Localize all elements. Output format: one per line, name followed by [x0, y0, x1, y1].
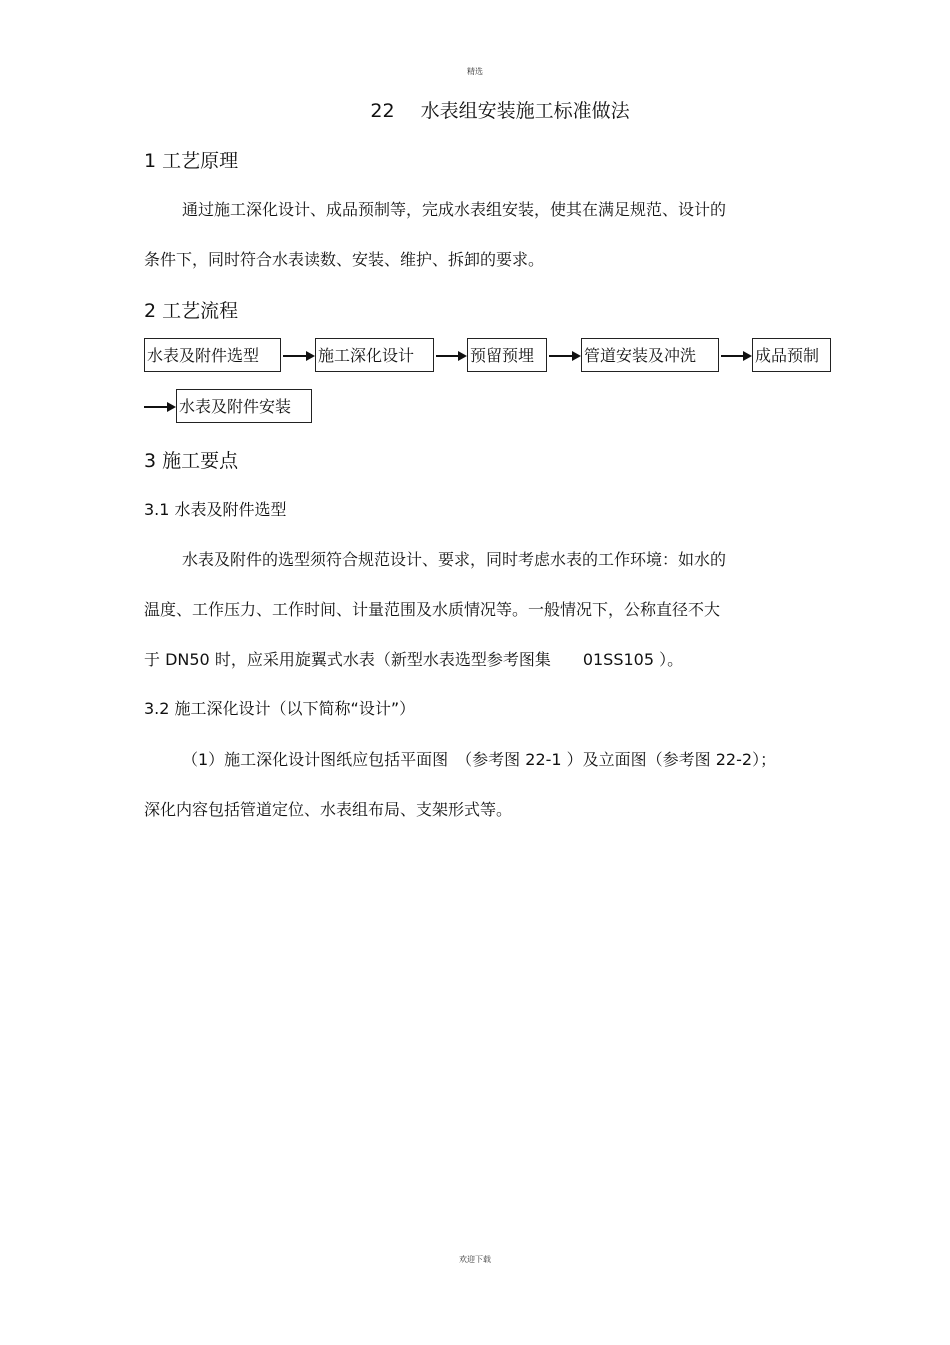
flow-arrow-3: [549, 355, 579, 357]
section-1-para-line-2: 条件下，同时符合水表读数、安装、维护、拆卸的要求。: [144, 250, 545, 269]
title-text: 水表组安装施工标准做法: [420, 100, 630, 122]
flow-step-1: 水表及附件选型: [144, 338, 281, 372]
flow-step-5: 成品预制: [752, 338, 831, 372]
flow-step-3: 预留预埋: [467, 338, 547, 372]
section-3-2-heading: 3.2 施工深化设计（以下简称“设计”）: [144, 699, 416, 718]
section-3-1-heading: 3.1 水表及附件选型: [144, 500, 287, 519]
section-2-heading: 2 工艺流程: [144, 300, 239, 322]
section-3-2-line-2: 深化内容包括管道定位、水表组布局、支架形式等。: [144, 800, 513, 819]
section-3-1-line-2: 温度、工作压力、工作时间、计量范围及水质情况等。一般情况下，公称直径不大: [144, 600, 721, 619]
header-watermark: 精选: [467, 67, 483, 76]
title-number: 22: [370, 100, 395, 122]
section-1-heading: 1 工艺原理: [144, 150, 239, 172]
flow-arrow-4: [721, 355, 750, 357]
footer-watermark: 欢迎下载: [459, 1255, 491, 1264]
document-title: [0, 96, 950, 123]
flow-arrow-1: [283, 355, 313, 357]
section-1-para-line-1: 通过施工深化设计、成品预制等，完成水表组安装，使其在满足规范、设计的: [182, 200, 727, 219]
flow-step-2: 施工深化设计: [315, 338, 434, 372]
flow-arrow-5: [144, 406, 174, 408]
section-3-heading: 3 施工要点: [144, 450, 239, 472]
section-3-1-line-1: 水表及附件的选型须符合规范设计、要求，同时考虑水表的工作环境：如水的: [182, 550, 727, 569]
flow-step-6: 水表及附件安装: [176, 389, 312, 423]
section-3-2-line-1: （1）施工深化设计图纸应包括平面图 （参考图 22-1 ）及立面图（参考图 22-2）；: [182, 750, 777, 769]
flow-arrow-2: [436, 355, 465, 357]
flow-step-4: 管道安装及冲洗: [581, 338, 719, 372]
section-3-1-line-3: 于 DN50 时，应采用旋翼式水表（新型水表选型参考图集 01SS105 ）。: [144, 650, 684, 669]
